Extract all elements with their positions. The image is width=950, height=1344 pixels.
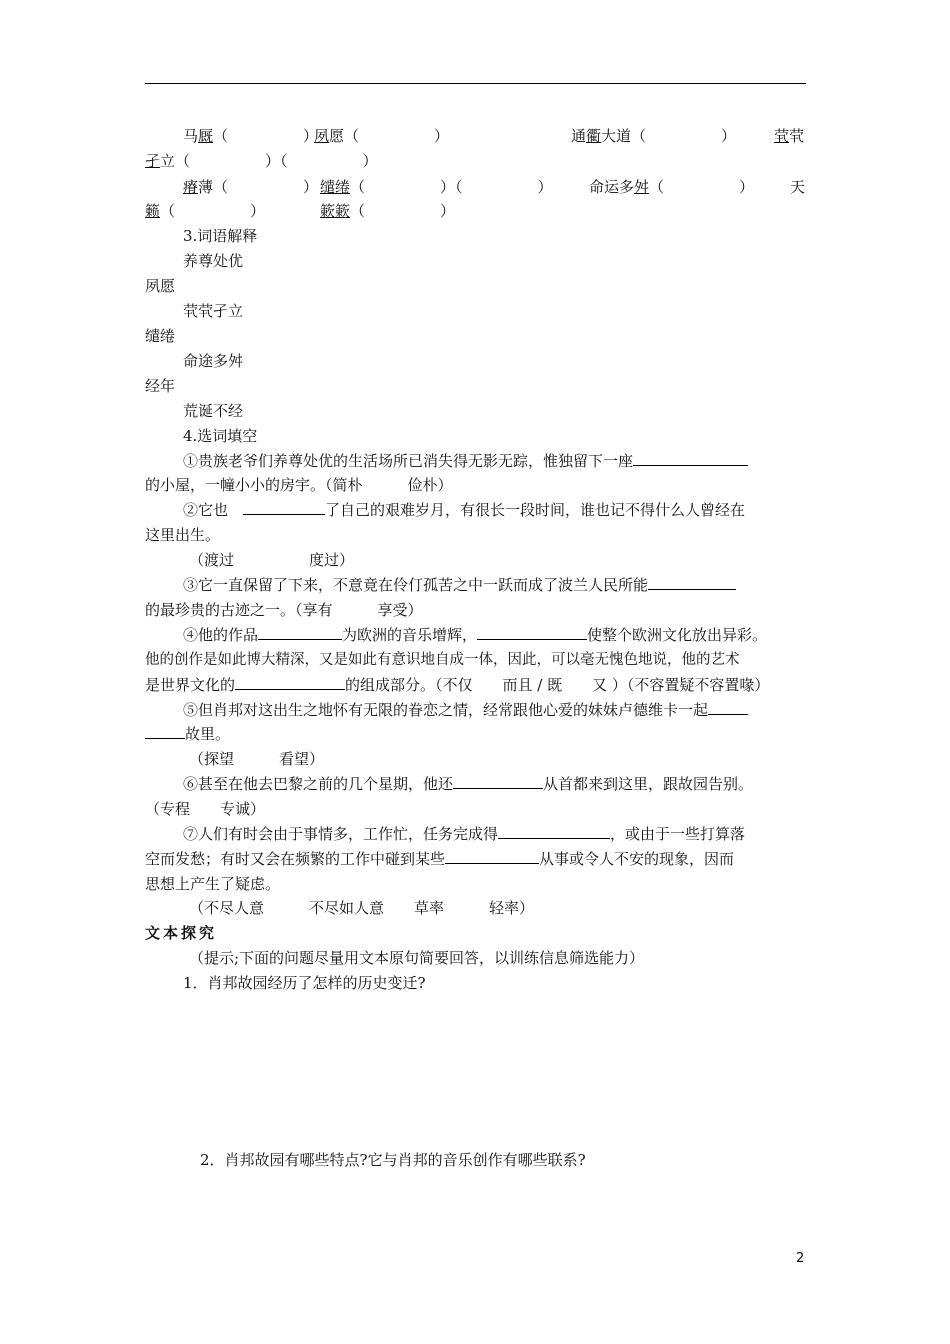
pinyin-item-jibo: 瘠薄（ ） [183, 178, 319, 196]
term-item: 养尊处优 [183, 252, 244, 270]
term-item: 缱绻 [145, 327, 176, 345]
question-1-line1: ①贵族老爷们养尊处优的生活场所已消失得无影无踪，惟独留下一座 [183, 451, 748, 471]
pinyin-item-mingyunduochuan: 命运多舛（ ） [589, 178, 755, 196]
pinyin-item-tian: 天 [790, 178, 806, 196]
question-2-options: （渡过 度过） [189, 551, 355, 569]
question-4-line1: ④他的作品 为欧洲的音乐增辉， 使整个欧洲文化放出异彩。 [183, 626, 768, 644]
explore-question-2: 2．肖邦故园有哪些特点?它与肖邦的音乐创作有哪些联系? [200, 1151, 586, 1169]
explore-heading: 文本探究 [145, 924, 218, 942]
explore-hint: （提示;下面的问题尽量用文本原句简要回答，以训练信息筛选能力） [189, 949, 645, 967]
question-4-line2: 他的创作是如此博大精深，又是如此有意识地自成一体，因此，可以毫无愧色地说，他的艺术 [145, 652, 740, 668]
term-item: 经年 [145, 377, 176, 395]
section4-heading: 4.选词填空 [183, 427, 258, 445]
explore-question-1: 1．肖邦故园经历了怎样的历史变迁? [183, 974, 426, 992]
term-item: 夙愿 [145, 277, 176, 295]
term-item: 命途多舛 [183, 352, 244, 370]
question-6-options: （专程 专诚） [145, 800, 266, 818]
question-3-line2: 的最珍贵的古迹之一。（享有 享受） [145, 601, 423, 619]
question-4-line3: 是世界文化的 的组成部分。（不仅 而且 / 既 又 ）（不容置疑不容置喙） [145, 676, 770, 694]
question-5-line2: 故里。 [145, 724, 230, 744]
question-2-line2: 这里出生。 [145, 526, 221, 544]
pinyin-item-suyuan: 夙愿（ ） [314, 127, 450, 145]
pinyin-item-majiu: 马厩（ ） [183, 127, 319, 145]
question-1-line2: 的小屋，一幢小小的房宇。（简朴 俭朴） [145, 476, 453, 494]
question-2-line1: ②它也 了自己的艰难岁月，有很长一段时间，谁也记不得什么人曾经在 [183, 501, 746, 519]
pinyin-item-lai: 籁（ ） [145, 202, 266, 220]
question-7-line2: 空而发愁；有时又会在频繁的工作中碰到某些 从事或令人不安的现象，因而 [145, 850, 735, 868]
section3-heading: 3.词语解释 [183, 227, 258, 245]
pinyin-item-qianquan: 缱绻（ ）（ ） [320, 178, 553, 196]
page-number: 2 [796, 1251, 805, 1266]
term-item: 荒诞不经 [183, 402, 244, 420]
question-5-line1: ⑤但肖邦对这出生之地怀有无限的眷恋之情，经常跟他心爱的妹妹卢德维卡一起 [183, 700, 748, 720]
pinyin-item-jieli: 孑立（ ）（ ） [145, 152, 378, 170]
pinyin-item-qiongqiong: 茕茕 [774, 127, 805, 145]
question-7-line3: 思想上产生了疑虑。 [145, 875, 281, 893]
term-item: 茕茕孑立 [183, 302, 244, 320]
pinyin-item-susu: 簌簌（ ） [320, 202, 456, 220]
question-5-options: （探望 看望） [189, 750, 325, 768]
question-3-line1: ③它一直保留了下来，不意竟在伶仃孤苦之中一跃而成了波兰人民所能 [183, 575, 736, 595]
question-7-options: （不尽人意 不尽如人意 草率 轻率） [189, 899, 535, 917]
question-6-line1: ⑥甚至在他去巴黎之前的几个星期，他还 从首都来到这里，跟故园告别。 [183, 775, 754, 793]
pinyin-item-tongqu: 通衢大道（ ） [571, 127, 737, 145]
header-rule [145, 83, 806, 84]
question-7-line1: ⑦人们有时会由于事情多，工作忙，任务完成得 ，或由于一些打算落 [183, 825, 746, 843]
